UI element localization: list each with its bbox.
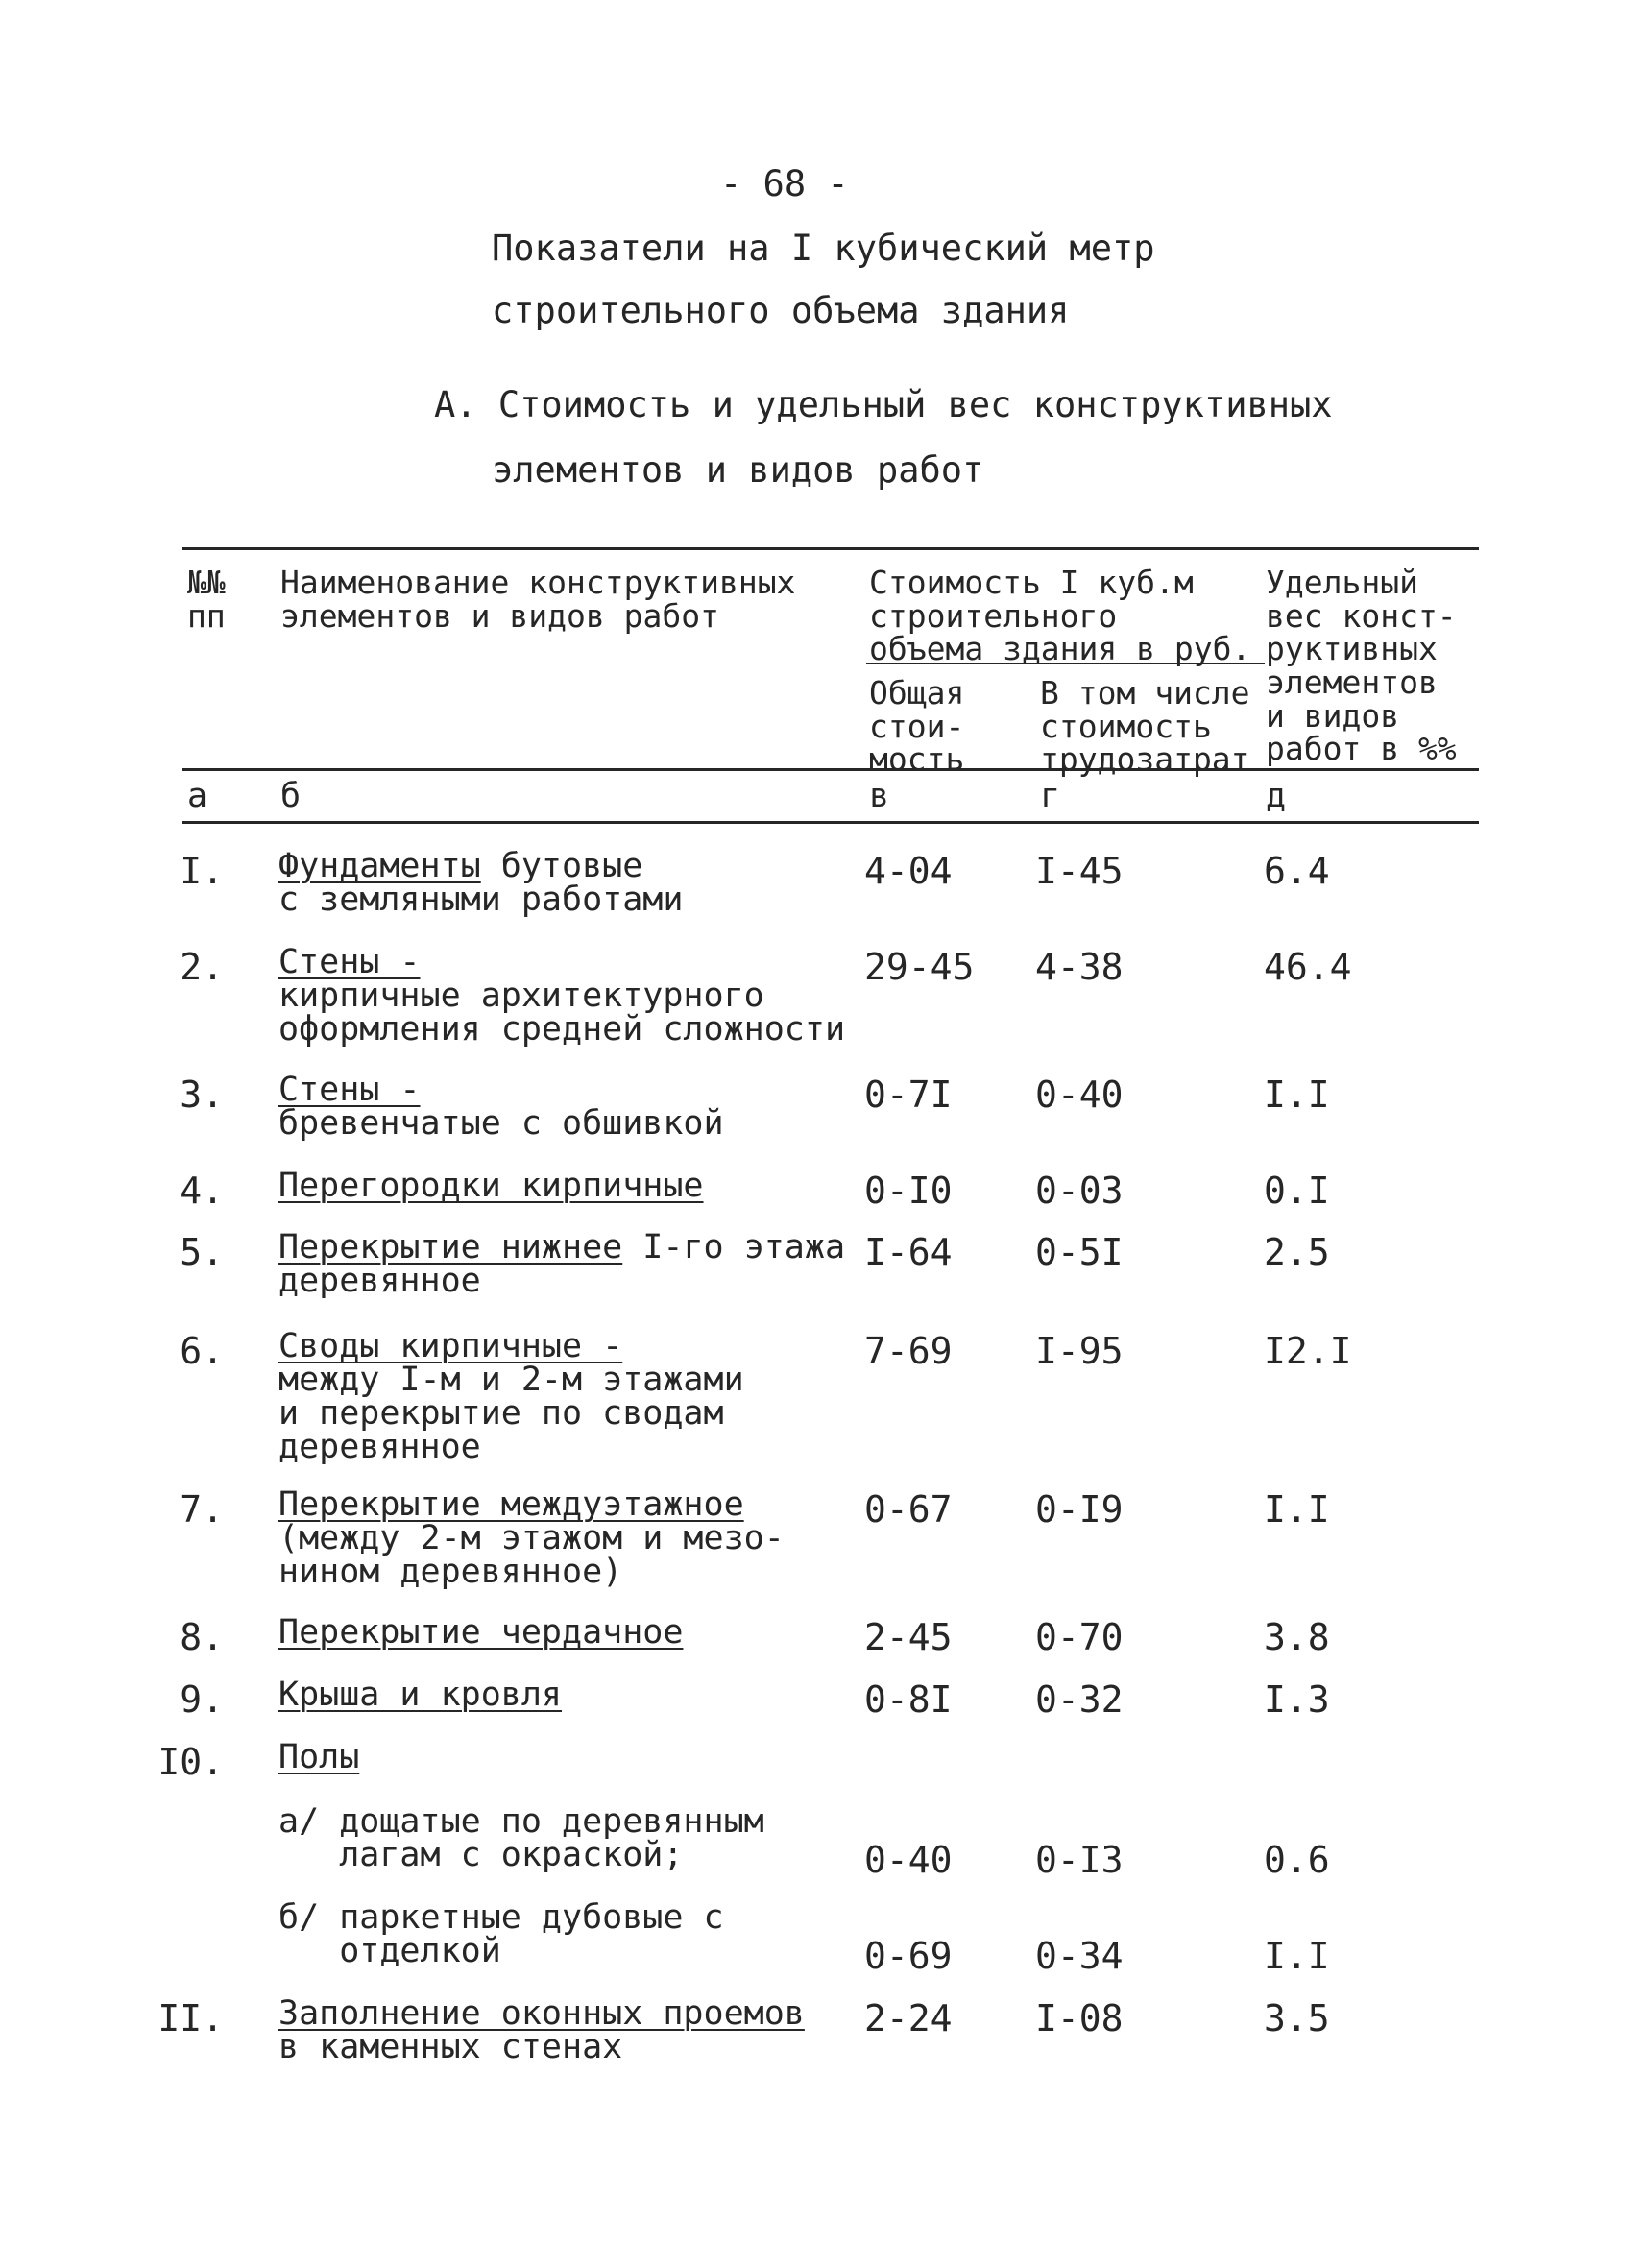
row-title: Перегородки кирпичные [278,1167,704,1205]
letter-b: б [280,777,302,815]
row-name-first-line [278,1613,684,1652]
row-total-cost: 7-69 [864,1330,953,1372]
row-number: 7. [180,1488,224,1531]
row-share: 0.6 [1264,1839,1330,1881]
row-labor-cost: 0-I9 [1035,1488,1124,1531]
heading-line-1: Показатели на I кубический метр [492,228,1155,269]
letter-g: г [1040,777,1061,815]
row-share: 3.5 [1264,1997,1330,2039]
row-title-rest: а/ дощатые по деревянным [278,1802,764,1841]
row-number: I. [180,850,224,892]
header-cost-group: Стоимость I куб.м строительного объема здания в руб. [869,564,1251,668]
row-name-line: бревенчатые с обшивкой [278,1104,724,1143]
header-total: Общая стои- мость [869,674,965,779]
row-title: Своды кирпичные - [278,1327,623,1365]
row-name [278,1613,684,1652]
row-share: I.I [1264,1488,1330,1531]
row-number: 4. [180,1170,224,1212]
row-name [278,1994,805,2066]
letter-a: а [187,777,208,815]
row-name-line: отделкой [278,1932,501,1970]
row-total-cost: 29-45 [864,946,975,988]
page-number: - 68 - [720,163,849,205]
row-total-cost: I-64 [864,1231,953,1273]
row-name [278,1898,724,1970]
row-share: 0.I [1264,1170,1330,1212]
row-share: 2.5 [1264,1231,1330,1273]
row-name-first-line [278,1327,744,1365]
row-name-line: между I-м и 2-м этажами [278,1361,744,1399]
row-name [278,1738,360,1776]
letter-d: д [1266,777,1287,815]
header-num: №№ пп [187,564,226,635]
row-name [278,943,846,1049]
row-labor-cost: 0-70 [1035,1616,1124,1658]
row-total-cost: 2-24 [864,1997,953,2039]
header-labor: В том числе стоимость трудозатрат [1040,674,1250,779]
row-title-rest: б/ паркетные дубовые с [278,1898,724,1937]
row-total-cost: 0-69 [864,1935,953,1977]
row-number: 5. [180,1231,224,1273]
row-total-cost: 0-I0 [864,1170,953,1212]
row-name [278,1678,562,1712]
row-share: I.3 [1264,1678,1330,1721]
row-labor-cost: 0-03 [1035,1170,1124,1212]
row-name [278,1485,785,1591]
table-header-rule [182,768,1479,771]
row-title: Перекрытие чердачное [278,1613,684,1652]
row-title: Стены - [278,1071,421,1109]
row-labor-cost: 4-38 [1035,946,1124,988]
row-name-first-line [278,1678,562,1712]
row-share: 6.4 [1264,850,1330,892]
row-labor-cost: 0-32 [1035,1678,1124,1721]
row-name [278,1802,764,1874]
row-name-first-line [278,1898,724,1937]
row-share: I.I [1264,1074,1330,1116]
row-number: 8. [180,1616,224,1658]
row-labor-cost: 0-40 [1035,1074,1124,1116]
row-labor-cost: I-95 [1035,1330,1124,1372]
row-share: I.I [1264,1935,1330,1977]
row-title-rest: I-го этажа [622,1228,846,1267]
row-name-first-line [278,1167,704,1205]
row-name-line: нином деревянное) [278,1553,623,1591]
header-share: Удельный вес конст- руктивных элементов и видов работ в %% [1266,564,1457,768]
row-name [278,1327,744,1466]
row-name-first-line [278,1802,764,1841]
row-name-line: деревянное [278,1262,481,1300]
row-name-line: в каменных стенах [278,2028,623,2066]
row-name-line: кирпичные архитектурного [278,977,764,1015]
row-title: Полы [278,1738,360,1776]
row-name-first-line [278,1485,785,1524]
table-top-rule [182,547,1479,550]
row-name-first-line [278,1994,805,2033]
row-number: 3. [180,1074,224,1116]
row-labor-cost: 0-I3 [1035,1839,1124,1881]
row-total-cost: 0-7I [864,1074,953,1116]
row-labor-cost: 0-5I [1035,1231,1124,1273]
row-name-first-line [278,1738,360,1776]
row-name-first-line [278,1071,724,1109]
row-labor-cost: I-08 [1035,1997,1124,2039]
row-labor-cost: 0-34 [1035,1935,1124,1977]
row-number: 9. [180,1678,224,1721]
row-title: Перекрытие междуэтажное [278,1485,744,1524]
row-name-line: с земляными работами [278,881,684,919]
row-share: I2.I [1264,1330,1352,1372]
row-name-line: оформления средней сложности [278,1010,846,1049]
row-title: Перекрытие нижнее [278,1228,623,1267]
row-name [278,1071,724,1143]
row-share: 46.4 [1264,946,1352,988]
row-number: II. [157,1997,224,2039]
row-labor-cost: I-45 [1035,850,1124,892]
row-name [278,1228,846,1300]
row-title: Фундаменты [278,847,481,885]
section-line-1: А. Стоимость и удельный вес конструктивных [434,384,1333,425]
row-total-cost: 0-67 [864,1488,953,1531]
row-share: 3.8 [1264,1616,1330,1658]
row-title-rest: бутовые [480,847,643,885]
row-number: 6. [180,1330,224,1372]
row-total-cost: 0-8I [864,1678,953,1721]
header-name: Наименование конструктивных элементов и видов работ [280,564,796,635]
row-title: Стены - [278,943,421,981]
row-name [278,847,684,919]
row-total-cost: 0-40 [864,1839,953,1881]
row-name [278,1167,704,1205]
row-total-cost: 2-45 [864,1616,953,1658]
heading-line-2: строительного объема здания [492,290,1070,331]
row-name-line: лагам с окраской; [278,1836,684,1874]
section-line-2: элементов и видов работ [492,449,984,491]
row-name-first-line [278,847,683,885]
row-title: Заполнение оконных проемов [278,1994,805,2033]
row-title: Крыша и кровля [278,1676,563,1714]
row-name-line: и перекрытие по сводам [278,1394,724,1433]
letter-v: в [869,777,890,815]
row-number: I0. [157,1741,224,1783]
row-name-line: (между 2-м этажом и мезо- [278,1519,785,1557]
table-letter-rule [182,821,1479,824]
row-name-first-line [278,943,845,981]
row-name-first-line [278,1228,846,1267]
row-number: 2. [180,946,224,988]
row-total-cost: 4-04 [864,850,953,892]
row-name-line: деревянное [278,1428,481,1466]
